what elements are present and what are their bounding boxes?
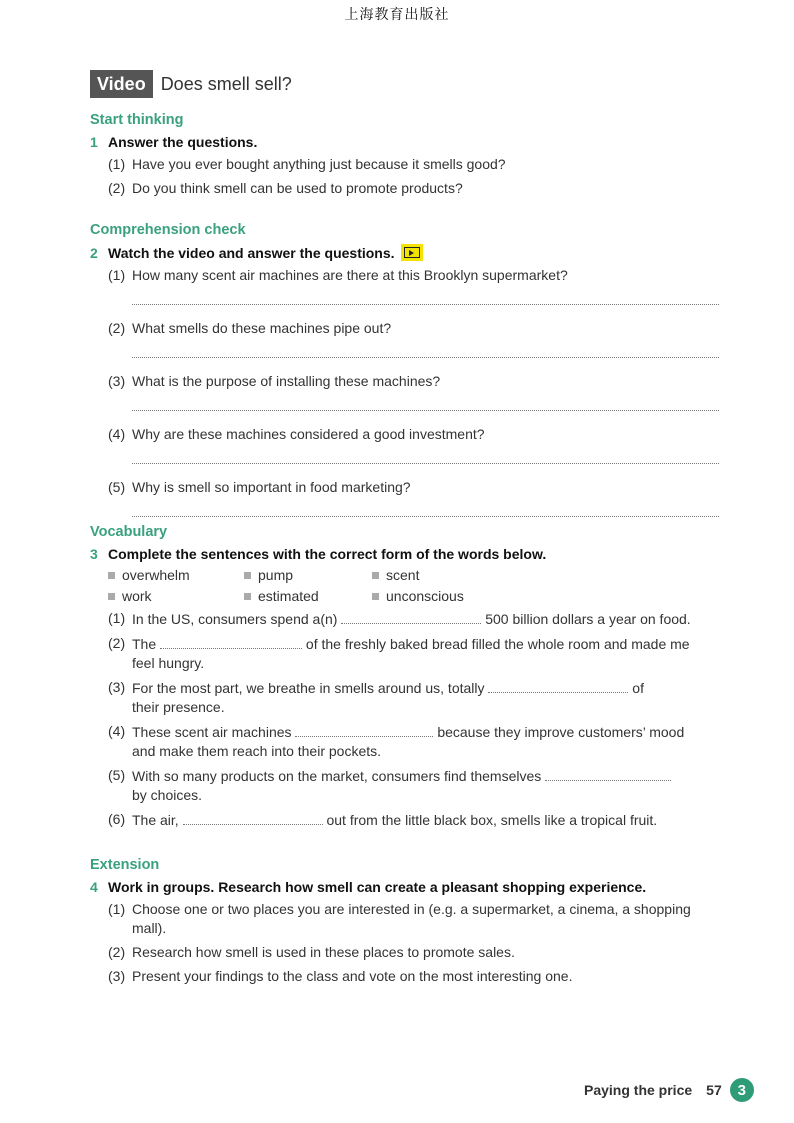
fill-blank[interactable] bbox=[545, 766, 671, 781]
task-instruction bbox=[90, 134, 730, 150]
question-item bbox=[108, 425, 730, 444]
bullet-square-icon bbox=[108, 593, 115, 600]
list-item bbox=[108, 967, 710, 986]
fill-blank[interactable] bbox=[295, 722, 433, 737]
item-number: (6) bbox=[108, 811, 126, 827]
word-bank-item: unconscious bbox=[372, 588, 512, 604]
word-bank-item: scent bbox=[372, 567, 512, 583]
sentence-text: For the most part, we breathe in smells around us, totally bbox=[132, 680, 485, 696]
fill-blank[interactable] bbox=[488, 678, 628, 693]
item-number: (2) bbox=[108, 944, 126, 960]
item-text: What is the purpose of installing these machines? bbox=[132, 373, 441, 389]
item-number: (2) bbox=[108, 320, 126, 336]
sentence-text: of bbox=[632, 680, 644, 696]
question-item bbox=[108, 372, 730, 391]
sentence-text: With so many products on the market, consumers find themselves bbox=[132, 768, 542, 784]
word-bank-item: overwhelm bbox=[108, 567, 244, 583]
sentence-item bbox=[108, 634, 710, 673]
item-number: (1) bbox=[108, 901, 126, 917]
bullet-square-icon bbox=[244, 593, 251, 600]
item-number: (5) bbox=[108, 479, 126, 495]
fill-blank[interactable] bbox=[183, 810, 323, 825]
sentence-item bbox=[108, 609, 710, 629]
item-text: Why are these machines considered a good investment? bbox=[132, 426, 485, 442]
word-bank-item: work bbox=[108, 588, 244, 604]
page-title: Does smell sell? bbox=[160, 73, 292, 94]
word-bank-item: estimated bbox=[244, 588, 372, 604]
section-heading: Start thinking bbox=[90, 112, 184, 128]
task-text: Watch the video and answer the questions. bbox=[108, 244, 395, 261]
vocabulary-section bbox=[90, 524, 710, 835]
sentence-item bbox=[108, 810, 710, 830]
item-text: How many scent air machines are there at this Brooklyn supermarket? bbox=[132, 267, 568, 283]
task-number: 1 bbox=[90, 134, 98, 150]
bullet-square-icon bbox=[108, 572, 115, 579]
item-number: (2) bbox=[108, 180, 126, 196]
bullet-square-icon bbox=[372, 593, 379, 600]
task-number: 2 bbox=[90, 244, 98, 261]
sentence-item bbox=[108, 678, 710, 717]
item-text: What smells do these machines pipe out? bbox=[132, 320, 392, 336]
sentence-text: In the US, consumers spend a(n) bbox=[132, 611, 338, 627]
unit-number-badge: 3 bbox=[730, 1078, 754, 1102]
bullet-square-icon bbox=[244, 572, 251, 579]
item-text: Why is smell so important in food marketing? bbox=[132, 479, 411, 495]
sentence-text: and make them reach into their pockets. bbox=[132, 743, 382, 759]
sentence-text: The air, bbox=[132, 812, 179, 828]
list-item bbox=[108, 900, 710, 938]
sentence-text: because they improve customers’ mood bbox=[437, 724, 685, 740]
item-number: (1) bbox=[108, 610, 126, 626]
item-text: Do you think smell can be used to promote products? bbox=[132, 180, 463, 196]
page-header bbox=[90, 70, 292, 98]
list-item bbox=[108, 943, 710, 962]
item-text: Choose one or two places you are interested in (e.g. a supermarket, a cinema, a shopping mall). bbox=[132, 901, 691, 936]
task-number: 4 bbox=[90, 879, 98, 895]
question-item bbox=[108, 478, 730, 497]
task-text: Answer the questions. bbox=[108, 134, 258, 150]
page-footer bbox=[584, 1078, 754, 1102]
video-tag: Video bbox=[90, 70, 153, 98]
sentence-text: 500 billion dollars a year on food. bbox=[485, 611, 691, 627]
sentence-text: feel hungry. bbox=[132, 655, 205, 671]
item-number: (1) bbox=[108, 267, 126, 283]
comprehension-section bbox=[90, 222, 730, 531]
sentence-text: of the freshly baked bread filled the whole room and made me bbox=[305, 636, 690, 652]
task-number: 3 bbox=[90, 546, 98, 562]
item-text: Research how smell is used in these places to promote sales. bbox=[132, 944, 515, 960]
item-text: Present your findings to the class and vote on the most interesting one. bbox=[132, 968, 573, 984]
extension-section bbox=[90, 857, 710, 991]
item-number: (3) bbox=[108, 373, 126, 389]
list-item bbox=[108, 179, 730, 198]
sentence-text: by choices. bbox=[132, 787, 203, 803]
bullet-square-icon bbox=[372, 572, 379, 579]
sentence-item bbox=[108, 722, 710, 761]
answer-line[interactable] bbox=[132, 343, 719, 358]
answer-line[interactable] bbox=[132, 502, 719, 517]
task-text: Complete the sentences with the correct form of the words below. bbox=[108, 546, 547, 562]
item-number: (2) bbox=[108, 635, 126, 651]
sentence-text: their presence. bbox=[132, 699, 225, 715]
list-item bbox=[108, 155, 730, 174]
video-icon bbox=[401, 244, 423, 261]
item-number: (3) bbox=[108, 679, 126, 695]
sentence-text: out from the little black box, smells like a tropical fruit. bbox=[326, 812, 658, 828]
publisher-name: 上海教育出版社 bbox=[344, 7, 450, 23]
section-heading: Vocabulary bbox=[90, 524, 168, 540]
word-bank-item: pump bbox=[244, 567, 372, 583]
item-number: (1) bbox=[108, 156, 126, 172]
word-bank bbox=[108, 567, 710, 604]
answer-line[interactable] bbox=[132, 290, 719, 305]
item-number: (4) bbox=[108, 723, 126, 739]
section-heading: Comprehension check bbox=[90, 222, 246, 238]
unit-title: Paying the price bbox=[584, 1082, 693, 1098]
answer-line[interactable] bbox=[132, 396, 719, 411]
answer-line[interactable] bbox=[132, 449, 719, 464]
fill-blank[interactable] bbox=[160, 634, 302, 649]
item-number: (4) bbox=[108, 426, 126, 442]
start-thinking-section bbox=[90, 112, 730, 203]
question-item bbox=[108, 319, 730, 338]
task-instruction bbox=[90, 546, 710, 562]
section-heading: Extension bbox=[90, 857, 160, 873]
item-number: (3) bbox=[108, 968, 126, 984]
fill-blank[interactable] bbox=[341, 609, 481, 624]
page-number: 57 bbox=[706, 1082, 722, 1098]
item-number: (5) bbox=[108, 767, 126, 783]
sentence-text: The bbox=[132, 636, 157, 652]
task-instruction bbox=[90, 879, 710, 895]
sentence-item bbox=[108, 766, 710, 805]
task-instruction bbox=[90, 244, 730, 261]
sentence-text: These scent air machines bbox=[132, 724, 292, 740]
task-text: Work in groups. Research how smell can create a pleasant shopping experience. bbox=[108, 879, 647, 895]
item-text: Have you ever bought anything just because it smells good? bbox=[132, 156, 506, 172]
question-item bbox=[108, 266, 730, 285]
